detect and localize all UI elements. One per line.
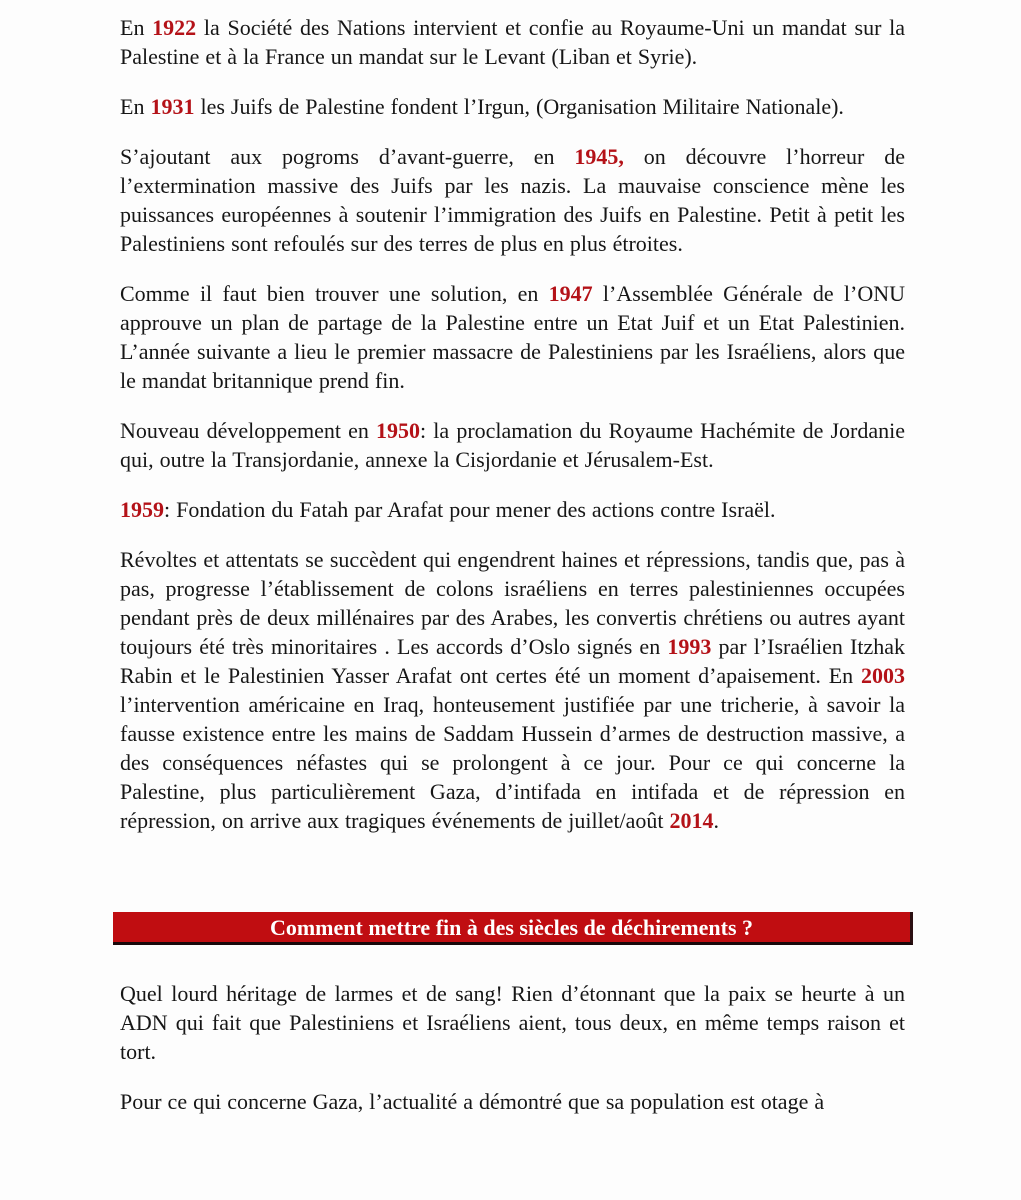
year-date: 1959 (120, 497, 164, 522)
paragraph (120, 416, 905, 474)
paragraph (120, 1087, 905, 1116)
text-run: Révoltes et attentats se succèdent qui engendrent haines et répressions, tandis que, pas à pas, progresse l’établissement de colons israéliens en terres palestiniennes occupées pendant près de deux millénaires par des Arabes, les convertis chrétiens ou autres ayant toujours été très minoritaires . Les accords d’Oslo signés en (120, 547, 905, 659)
year-date: 2014 (669, 808, 714, 833)
paragraph (120, 495, 905, 524)
section-history (120, 13, 905, 856)
text-run: Pour ce qui concerne Gaza, l’actualité a démontré que sa population est otage à (120, 1089, 825, 1114)
section-heading-banner (113, 912, 913, 945)
text-run: En (120, 15, 153, 40)
text-run: : la proclamation du Royaume Hachémite de Jordanie qui, outre la Transjordanie, annexe la Cisjordanie et Jérusalem-Est. (120, 418, 905, 472)
text-run: les Juifs de Palestine fondent l’Irgun, (Organisation Militaire Nationale). (194, 94, 844, 119)
banner-label: Comment mettre fin à des siècles de déchirements ? (269, 915, 754, 940)
text-run: on découvre l’horreur de l’extermination massive des Juifs par les nazis. La mauvaise conscience mène les puissances européennes à soutenir l’immigration des Juifs en Palestine. Petit à petit les Palestiniens sont refoulés sur des terres de plus en plus étroites. (120, 144, 905, 256)
text-run: la Société des Nations intervient et confie au Royaume-Uni un mandat sur la Palestine et à la France un mandat sur le Levant (Liban et Syrie). (120, 15, 905, 69)
paragraph (120, 979, 905, 1066)
section-conclusion (120, 979, 905, 1137)
text-run: En (120, 94, 151, 119)
text-run: Quel lourd héritage de larmes et de sang! Rien d’étonnant que la paix se heurte à un ADN qui fait que Palestiniens et Israéliens aient, tous deux, en même temps raison et tort. (120, 981, 905, 1064)
text-run: Comme il faut bien trouver une solution, en (120, 281, 549, 306)
text-run: S’ajoutant aux pogroms d’avant-guerre, en (120, 144, 575, 169)
year-date: 1950 (376, 418, 421, 443)
year-date: 1993 (667, 634, 712, 659)
year-date: 1922 (152, 15, 197, 40)
paragraph (120, 142, 905, 258)
text-run: : Fondation du Fatah par Arafat pour mener des actions contre Israël. (164, 497, 776, 522)
paragraph (120, 92, 905, 121)
text-run: par l’Israélien Itzhak Rabin et le Palestinien Yasser Arafat ont certes été un moment d’apaisement. En (120, 634, 905, 688)
year-date: 2003 (861, 663, 905, 688)
year-date: 1945, (574, 144, 624, 169)
year-date: 1931 (150, 94, 195, 119)
text-run: l’intervention américaine en Iraq, honteusement justifiée par une tricherie, à savoir la fausse existence entre les mains de Saddam Hussein d’armes de destruction massive, a des conséquences néfastes qui se prolongent à ce jour. Pour ce qui concerne la Palestine, plus particulièrement Gaza, d’intifada en intifada et de répression en répression, on arrive aux tragiques événements de juillet/août (120, 692, 905, 833)
text-run: . (713, 808, 720, 833)
text-run: Nouveau développement en (120, 418, 377, 443)
paragraph (120, 545, 905, 835)
paragraph (120, 13, 905, 71)
year-date: 1947 (548, 281, 593, 306)
text-run: l’Assemblée Générale de l’ONU approuve un plan de partage de la Palestine entre un Etat Juif et un Etat Palestinien. L’année suivante a lieu le premier massacre de Palestiniens par les Israéliens, alors que le mandat britannique prend fin. (120, 281, 905, 393)
paragraph (120, 279, 905, 395)
